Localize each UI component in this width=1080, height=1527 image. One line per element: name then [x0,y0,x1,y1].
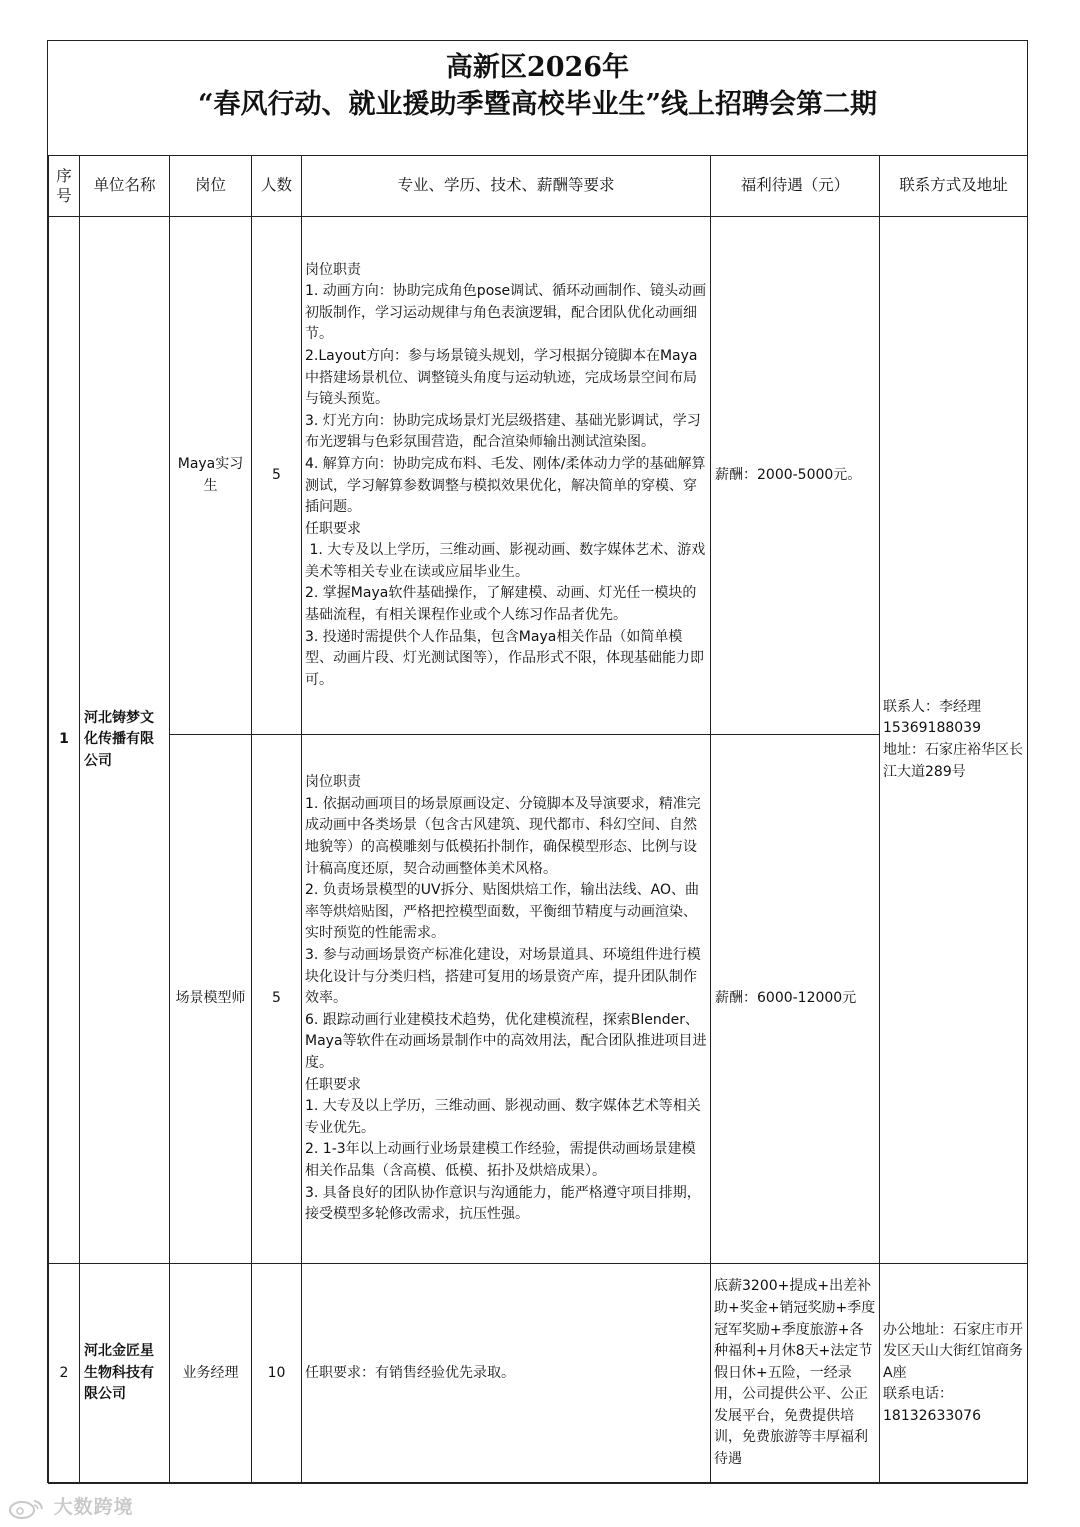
headcount: 5 [252,735,302,1264]
headcount: 10 [252,1264,302,1484]
header-row [49,156,1028,217]
title-line-2: “春风行动、就业援助季暨高校毕业生”线上招聘会第二期 [197,89,878,120]
watermark-text: 大数跨境 [53,1496,134,1518]
company-name: 河北铸梦文化传播有限公司 [80,217,170,1264]
job-requirements-text: 岗位职责 1. 动画方向：协助完成角色pose调试、循环动画制作、镜头动画初版制作，学习运动规律与角色表演逻辑，配合团队优化动画细节。 2.Layout方向：参与场景镜头规划，学习根据分镜脚本在Maya中搭建场景机位、调整镜头角度与运动轨迹，完成场景空间布局与镜头预览。 3. 灯光方向：协助完成场景灯光层级搭建、基础光影调试，学习布光逻辑与色彩氛围营造，配合渲染师输出测试渲染图。 4. 解算方向：协助完成布料、毛发、刚体/柔体动力学的基础解算测试，学习解算参数调整与模拟效果优化，解决简单的穿模、穿插问题。 任职要求 1. 大专及以上学历，三维动画、影视动画、数字媒体艺术、游戏美术等相关专业在读或应届毕业生。 2. 掌握Maya软件基础操作，了解建模、动画、灯光任一模块的基础流程，有相关课程作业或个人练习作品者优先。 3. 投递时需提供个人作品集，包含Maya相关作品（如简单模型、动画片段、灯光测试图等），作品形式不限，体现基础能力即可。 [305,261,707,688]
recruitment-table [48,155,1028,1484]
header-position: 岗位 [170,156,252,217]
job-benefits: 薪酬：6000-12000元 [711,735,880,1264]
row-seq: 2 [49,1264,80,1484]
recruitment-sheet [47,40,1028,1483]
header-requirements: 专业、学历、技术、薪酬等要求 [302,156,711,217]
position-name: 业务经理 [170,1264,252,1484]
table-row [49,217,1028,735]
position-name: Maya实习生 [170,217,252,735]
header-seq: 序号 [49,156,80,217]
document-title [48,41,1027,156]
title-line-1: 高新区2026年 [445,52,630,83]
job-benefits-text: 底薪3200+提成+出差补助+奖金+销冠奖励+季度冠军奖励+季度旅游+各种福利+月休8天+法定节假日休+五险，一经录用，公司提供公平、公正发展平台，免费提供培训，免费旅游等丰厚福利待遇 [714,1278,876,1468]
job-requirements-text: 岗位职责 1. 依据动画项目的场景原画设定、分镜脚本及导演要求，精准完成动画中各类场景（包含古风建筑、现代都市、科幻空间、自然地貌等）的高模雕刻与低模拓扑制作，确保模型形态、比例与设计稿高度还原，契合动画整体美术风格。 2. 负责场景模型的UV拆分、贴图烘焙工作，输出法线、AO、曲率等烘焙贴图，严格把控模型面数，平衡细节精度与动画渲染、实时预览的性能需求。 3. 参与动画场景资产标准化建设，对场景道具、环境组件进行模块化设计与分类归档，搭建可复用的场景资产库，提升团队制作效率。 6. 跟踪动画行业建模技术趋势，优化建模流程，探索Blender、Maya等软件在动画场景制作中的高效用法，配合团队推进项目进度。 任职要求 1. 大专及以上学历，三维动画、影视动画、数字媒体艺术等相关专业优先。 2. 1-3年以上动画行业场景建模工作经验，需提供动画场景建模相关作品集（含高模、低模、拓扑及烘焙成果）。 3. 具备良好的团队协作意识与沟通能力，能严格遵守项目排期，接受模型多轮修改需求，抗压性强。 [305,774,707,1223]
job-requirements [302,1264,711,1484]
contact-info-text: 办公地址：石家庄市开发区天山大街红馆商务A座 联系电话： 18132633076 [883,1321,1023,1424]
weibo-logo-icon [8,1497,46,1519]
header-count: 人数 [252,156,302,217]
contact-info [880,217,1028,1264]
table-row [49,1264,1028,1484]
contact-info [880,1264,1028,1484]
header-contact: 联系方式及地址 [880,156,1028,217]
watermark [8,1492,134,1519]
job-benefits: 薪酬：2000-5000元。 [711,217,880,735]
headcount: 5 [252,217,302,735]
job-requirements [302,217,711,735]
job-benefits [711,1264,880,1484]
position-name: 场景模型师 [170,735,252,1264]
header-company: 单位名称 [80,156,170,217]
contact-info-text: 联系人：李经理 15369188039 地址：石家庄裕华区长江大道289号 [883,698,1023,780]
company-name: 河北金匠星生物科技有限公司 [80,1264,170,1484]
header-benefits: 福利待遇（元） [711,156,880,217]
row-seq: 1 [49,217,80,1264]
job-requirements [302,735,711,1264]
job-requirements-text: 任职要求：有销售经验优先录取。 [305,1364,515,1381]
